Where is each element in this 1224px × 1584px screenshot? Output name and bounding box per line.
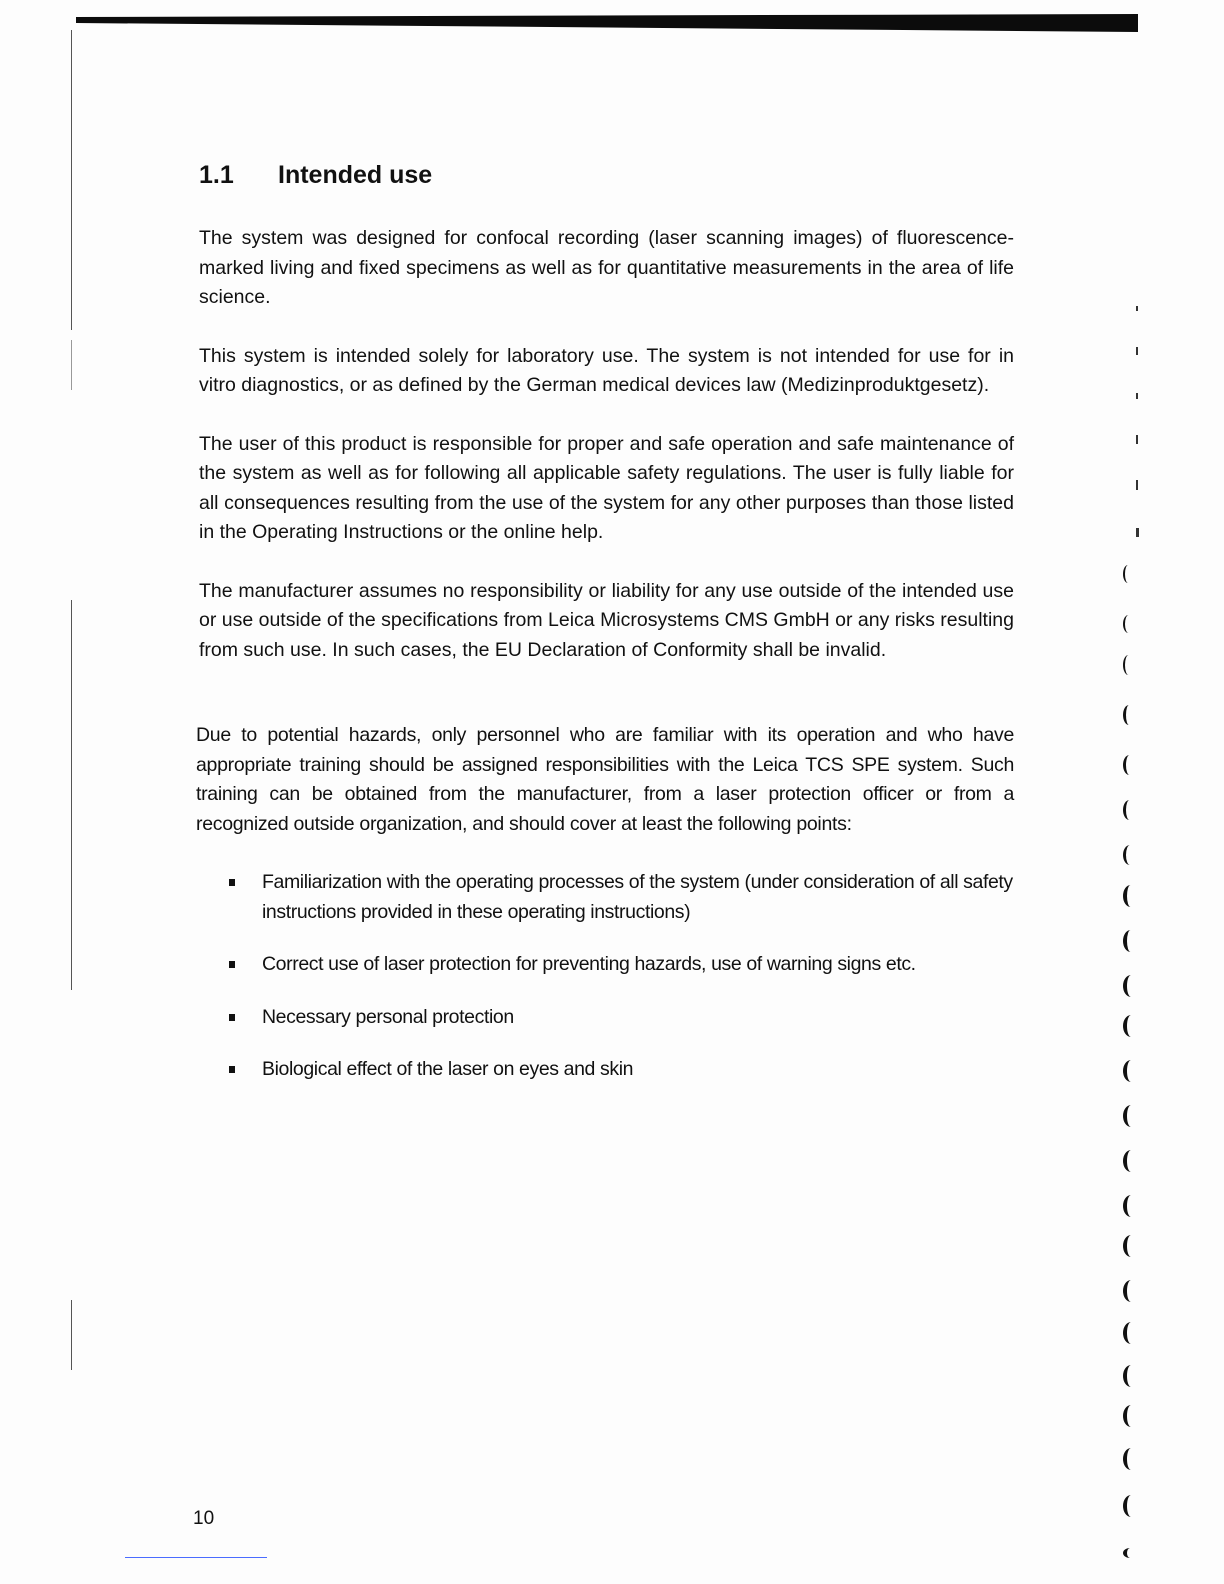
binding-mark [1136,393,1138,399]
binding-mark [1123,1548,1137,1558]
footer-rule [125,1557,267,1558]
binding-mark [1123,705,1135,725]
paragraph-user-responsibility: The user of this product is responsible for proper and safe operation and safe maintenance of the system as well as for following all applicable safety regulations. The user is fully liable for all consequences resulting from the use of the system for any other purposes than those listed in the Operating Instructions or the online help. [199,432,1014,543]
binding-mark [1123,1060,1139,1082]
binding-mark [1123,1150,1139,1172]
binding-mark [1123,1280,1139,1302]
section-heading [199,161,432,190]
header-bar [76,14,1138,32]
binding-mark [1123,1365,1139,1387]
binding-hole-marks [1116,250,1146,1580]
binding-mark [1136,528,1139,537]
left-margin-rule [71,1300,72,1370]
left-margin-rule [71,30,72,330]
section-number: 1.1 [199,161,234,189]
binding-mark [1123,1448,1139,1470]
binding-mark [1123,975,1139,997]
binding-mark [1136,435,1138,444]
binding-mark [1136,347,1138,355]
paragraph-training-requirement: Due to potential hazards, only personnel who are familiar with its operation and who have appropriate training should be assigned responsibilities with the Leica TCS SPE system. Such training can be obtained from the manufacturer, from a laser protection officer or from a recognized outside organization, and should cover at least the following points: [196,724,1014,835]
binding-mark [1123,1322,1139,1344]
list-item: Familiarization with the operating processes of the system (under consideration of all safety instructions provided in these operating instructions) [199,868,1014,927]
list-item: Necessary personal protection [199,1003,1014,1033]
binding-mark [1123,565,1133,583]
training-points-list [199,868,1014,1085]
body-text [196,224,1014,1108]
binding-mark [1123,1015,1139,1037]
binding-mark [1123,615,1134,633]
left-margin-rule [71,340,72,390]
binding-mark [1123,1235,1139,1257]
page-number: 10 [193,1508,215,1529]
paragraph-manufacturer-liability: The manufacturer assumes no responsibility or liability for any use outside of the intended use or use outside of the specifications from Leica Microsystems CMS GmbH or any risks resulting from such use. In such cases, the EU Declaration of Conformity shall be invalid. [199,579,1014,661]
binding-mark [1123,1405,1139,1427]
binding-mark [1123,655,1134,675]
list-item: Correct use of laser protection for preventing hazards, use of warning signs etc. [199,950,1014,980]
binding-mark [1123,885,1138,907]
binding-mark [1123,1195,1139,1217]
paragraph-laboratory-use: This system is intended solely for laboratory use. The system is not intended for use for in vitro diagnostics, or as defined by the German medical devices law (Medizinproduktgesetz). [199,344,1014,396]
binding-mark [1123,1495,1139,1517]
binding-mark [1123,755,1136,775]
binding-mark [1136,306,1138,311]
binding-mark [1123,845,1137,865]
binding-mark [1123,930,1138,952]
binding-mark [1136,480,1138,490]
section-title: Intended use [278,161,433,189]
paragraph-intended-purpose: The system was designed for confocal recording (laser scanning images) of fluorescence-marked living and fixed specimens as well as for quantitative measurements in the area of life science. [199,227,1014,308]
left-margin-rule [71,600,72,990]
binding-mark [1123,800,1136,820]
binding-mark [1123,1105,1139,1127]
list-item: Biological effect of the laser on eyes and skin [199,1055,1014,1085]
